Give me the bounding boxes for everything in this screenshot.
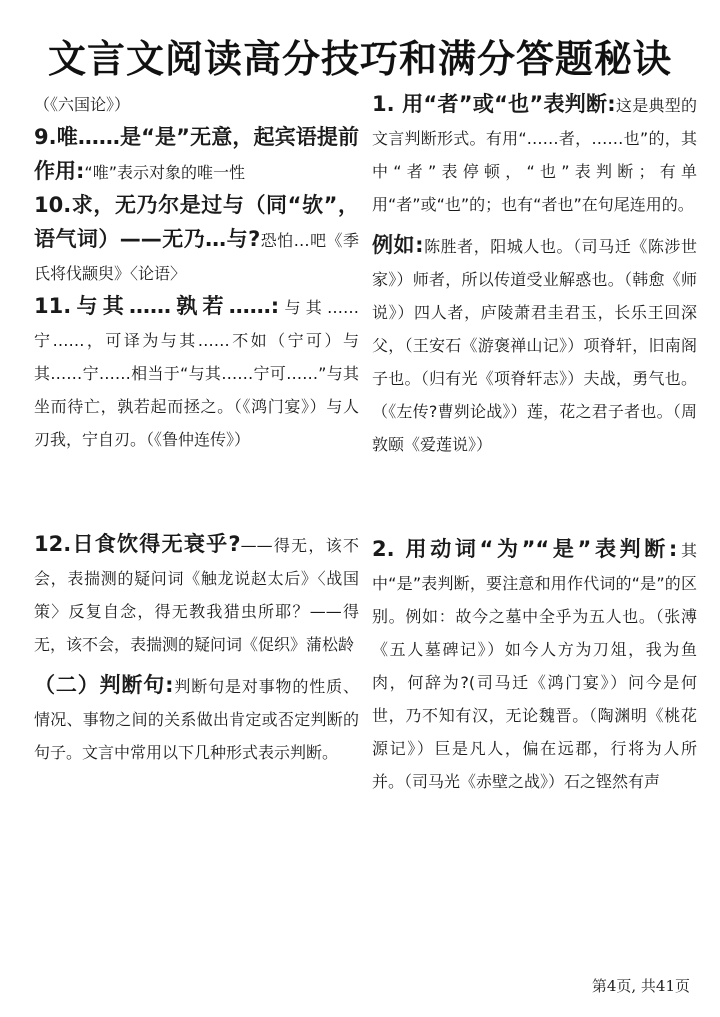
- page-title: 文言文阅读高分技巧和满分答题秘诀: [47, 37, 672, 81]
- paragraph-10: [34, 189, 359, 290]
- heading-11: 11.与其……孰若……:: [34, 294, 280, 318]
- body-12: ——得无，该不会，表揣测的疑问词《触龙说赵太后》〈战国策〉反复自念，得无教我猎虫所耶？——得无，该不会，表揣测的疑问词《促织》蒲松龄: [34, 536, 359, 654]
- body-judgement: 判断句是对事物的性质、情况、事物之间的关系做出肯定或否定判断的句子。文言中常用以下几种形式表示判断。: [34, 677, 359, 762]
- heading-10: 10.求，无乃尔是过与（同“欤”，语气词）——无乃…与?: [34, 193, 359, 251]
- heading-r1: 1. 用“者”或“也”表判断:: [372, 92, 616, 116]
- page-number: 第4页, 共41页: [591, 977, 690, 995]
- heading-r2: 2. 用动词“为”“是”表判断:: [372, 537, 678, 561]
- body-9: “唯”表示对象的唯一性: [84, 163, 245, 182]
- heading-12: 12.日食饮得无衰乎?: [34, 532, 241, 556]
- paragraph-r2: [372, 533, 697, 798]
- paragraph-12: [34, 528, 359, 661]
- paragraph-judgement: [34, 669, 359, 769]
- section-gap: [372, 461, 697, 533]
- paragraph-r1: [372, 88, 697, 221]
- paragraph-11: [34, 290, 359, 456]
- body-11: 与其……宁……，可译为与其……不如（宁可）与其……宁……相当于“与其……宁可……”与其坐而待亡，孰若起而拯之。（《鸿门宴》）与人刃我，宁自刃。（《鲁仲连传》）: [34, 298, 359, 449]
- heading-judgement: （二）判断句:: [34, 673, 174, 697]
- source-text: （《六国论》）: [34, 95, 131, 114]
- right-column: [372, 88, 697, 798]
- heading-9: 9.唯……是“是”无意，起宾语提前作用:: [34, 125, 359, 183]
- body-examples: 陈胜者，阳城人也。（司马迁《陈涉世家》）师者，所以传道受业解惑也。（韩愈《师说》）四人者，庐陵萧君圭君玉，长乐王回深父，（王安石《游褒禅山记》）项脊轩，旧南阁子也。（归有光《项脊轩志》）夫战，勇气也。（《左传?曹刿论战》）莲，花之君子者也。（周敦颐《爱莲说》）: [372, 237, 697, 454]
- paragraph-examples: [372, 229, 697, 461]
- heading-examples: 例如:: [372, 233, 424, 257]
- body-r1: 这是典型的文言判断形式。有用“……者，……也”的，其中“者”表停顿，“也”表判断；有单用“者”或“也”的；也有“者也”在句尾连用的。: [372, 96, 697, 214]
- body-r2: 其中“是”表判断，要注意和用作代词的“是”的区别。例如：故今之墓中全乎为五人也。（张溥《五人墓碑记》）如今人方为刀俎，我为鱼肉，何辞为?(司马迁《鸿门宴》）问今是何世，乃不知有汉，无论魏晋。（陶渊明《桃花源记》）巨是凡人，偏在远郡，行将为人所并。（司马光《赤壁之战》）石之铿然有声: [372, 541, 697, 791]
- section-gap: [34, 456, 359, 528]
- left-column: [34, 88, 359, 769]
- paragraph-source: [34, 88, 359, 121]
- body-10: 恐怕…吧《季氏将伐颛臾》〈论语〉: [34, 231, 359, 283]
- paragraph-9: [34, 121, 359, 189]
